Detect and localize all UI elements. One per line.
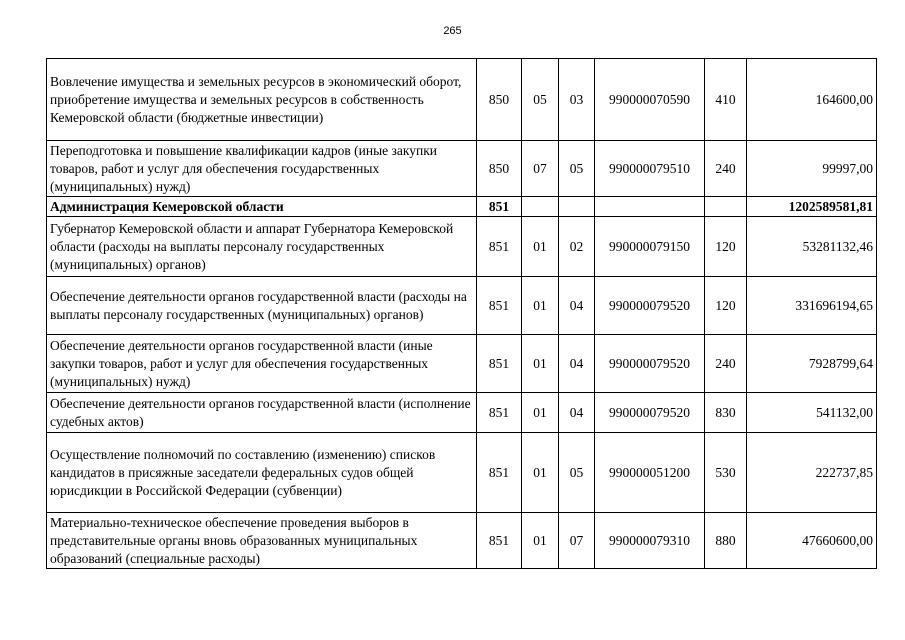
row-section-code: 01: [522, 277, 559, 335]
row-section-code: 01: [522, 433, 559, 513]
table-row: [47, 59, 877, 141]
row-section-code: [522, 197, 559, 217]
row-subsection-code: 05: [559, 433, 595, 513]
row-amount: 7928799,64: [747, 335, 877, 393]
row-expense-code: 410: [705, 59, 747, 141]
row-section-code: 05: [522, 59, 559, 141]
table-row: [47, 433, 877, 513]
row-amount: 541132,00: [747, 393, 877, 433]
row-ministry-code: 851: [477, 277, 522, 335]
row-target-code: 990000079150: [595, 217, 705, 277]
row-expense-code: 240: [705, 335, 747, 393]
row-target-code: 990000079510: [595, 141, 705, 197]
row-subsection-code: 03: [559, 59, 595, 141]
row-target-code: [595, 197, 705, 217]
row-amount: 164600,00: [747, 59, 877, 141]
table-row: [47, 335, 877, 393]
row-name: Губернатор Кемеровской области и аппарат Губернатора Кемеровской области (расходы на выплаты персоналу государственных (муниципальных) органов): [47, 217, 477, 277]
row-amount: 53281132,46: [747, 217, 877, 277]
row-expense-code: 120: [705, 277, 747, 335]
row-target-code: 990000079520: [595, 393, 705, 433]
row-section-code: 07: [522, 141, 559, 197]
row-name: Обеспечение деятельности органов государственной власти (расходы на выплаты персоналу государственных (муниципальных) органов): [47, 277, 477, 335]
row-ministry-code: 850: [477, 141, 522, 197]
row-ministry-code: 851: [477, 433, 522, 513]
row-subsection-code: [559, 197, 595, 217]
row-target-code: 990000079310: [595, 513, 705, 569]
row-expense-code: 240: [705, 141, 747, 197]
row-expense-code: 830: [705, 393, 747, 433]
row-section-code: 01: [522, 335, 559, 393]
row-subsection-code: 02: [559, 217, 595, 277]
row-ministry-code: 851: [477, 393, 522, 433]
table-row: [47, 513, 877, 569]
row-expense-code: 120: [705, 217, 747, 277]
row-ministry-code: 851: [477, 513, 522, 569]
row-expense-code: 880: [705, 513, 747, 569]
row-amount: 222737,85: [747, 433, 877, 513]
row-target-code: 990000079520: [595, 277, 705, 335]
row-subsection-code: 07: [559, 513, 595, 569]
table-row: [47, 217, 877, 277]
table-row: [47, 141, 877, 197]
row-ministry-code: 851: [477, 217, 522, 277]
row-expense-code: [705, 197, 747, 217]
row-target-code: 990000070590: [595, 59, 705, 141]
row-name: Обеспечение деятельности органов государственной власти (исполнение судебных актов): [47, 393, 477, 433]
row-section-code: 01: [522, 393, 559, 433]
row-section-code: 01: [522, 217, 559, 277]
page-number: 265: [443, 25, 462, 37]
row-ministry-code: 850: [477, 59, 522, 141]
row-amount: 99997,00: [747, 141, 877, 197]
row-name: Обеспечение деятельности органов государственной власти (иные закупки товаров, работ и услуг для обеспечения государственных (муниципальных) нужд): [47, 335, 477, 393]
budget-table: [46, 58, 877, 569]
row-amount: 1202589581,81: [747, 197, 877, 217]
row-amount: 47660600,00: [747, 513, 877, 569]
row-subsection-code: 05: [559, 141, 595, 197]
table-row: [47, 197, 877, 217]
row-subsection-code: 04: [559, 335, 595, 393]
row-target-code: 990000051200: [595, 433, 705, 513]
row-name: Переподготовка и повышение квалификации кадров (иные закупки товаров, работ и услуг для обеспечения государственных (муниципальных) нужд): [47, 141, 477, 197]
row-ministry-code: 851: [477, 335, 522, 393]
row-name: Материально-техническое обеспечение проведения выборов в представительные органы вновь образованных муниципальных образований (специальные расходы): [47, 513, 477, 569]
row-name: Осуществление полномочий по составлению (изменению) списков кандидатов в присяжные заседатели федеральных судов общей юрисдикции в Российской Федерации (субвенции): [47, 433, 477, 513]
row-amount: 331696194,65: [747, 277, 877, 335]
row-expense-code: 530: [705, 433, 747, 513]
table-row: [47, 393, 877, 433]
row-target-code: 990000079520: [595, 335, 705, 393]
row-ministry-code: 851: [477, 197, 522, 217]
row-section-code: 01: [522, 513, 559, 569]
row-subsection-code: 04: [559, 393, 595, 433]
row-name: Вовлечение имущества и земельных ресурсов в экономический оборот, приобретение имущества и земельных ресурсов в собственность Кемеровской области (бюджетные инвестиции): [47, 59, 477, 141]
row-name: Администрация Кемеровской области: [47, 197, 477, 217]
table-row: [47, 277, 877, 335]
row-subsection-code: 04: [559, 277, 595, 335]
